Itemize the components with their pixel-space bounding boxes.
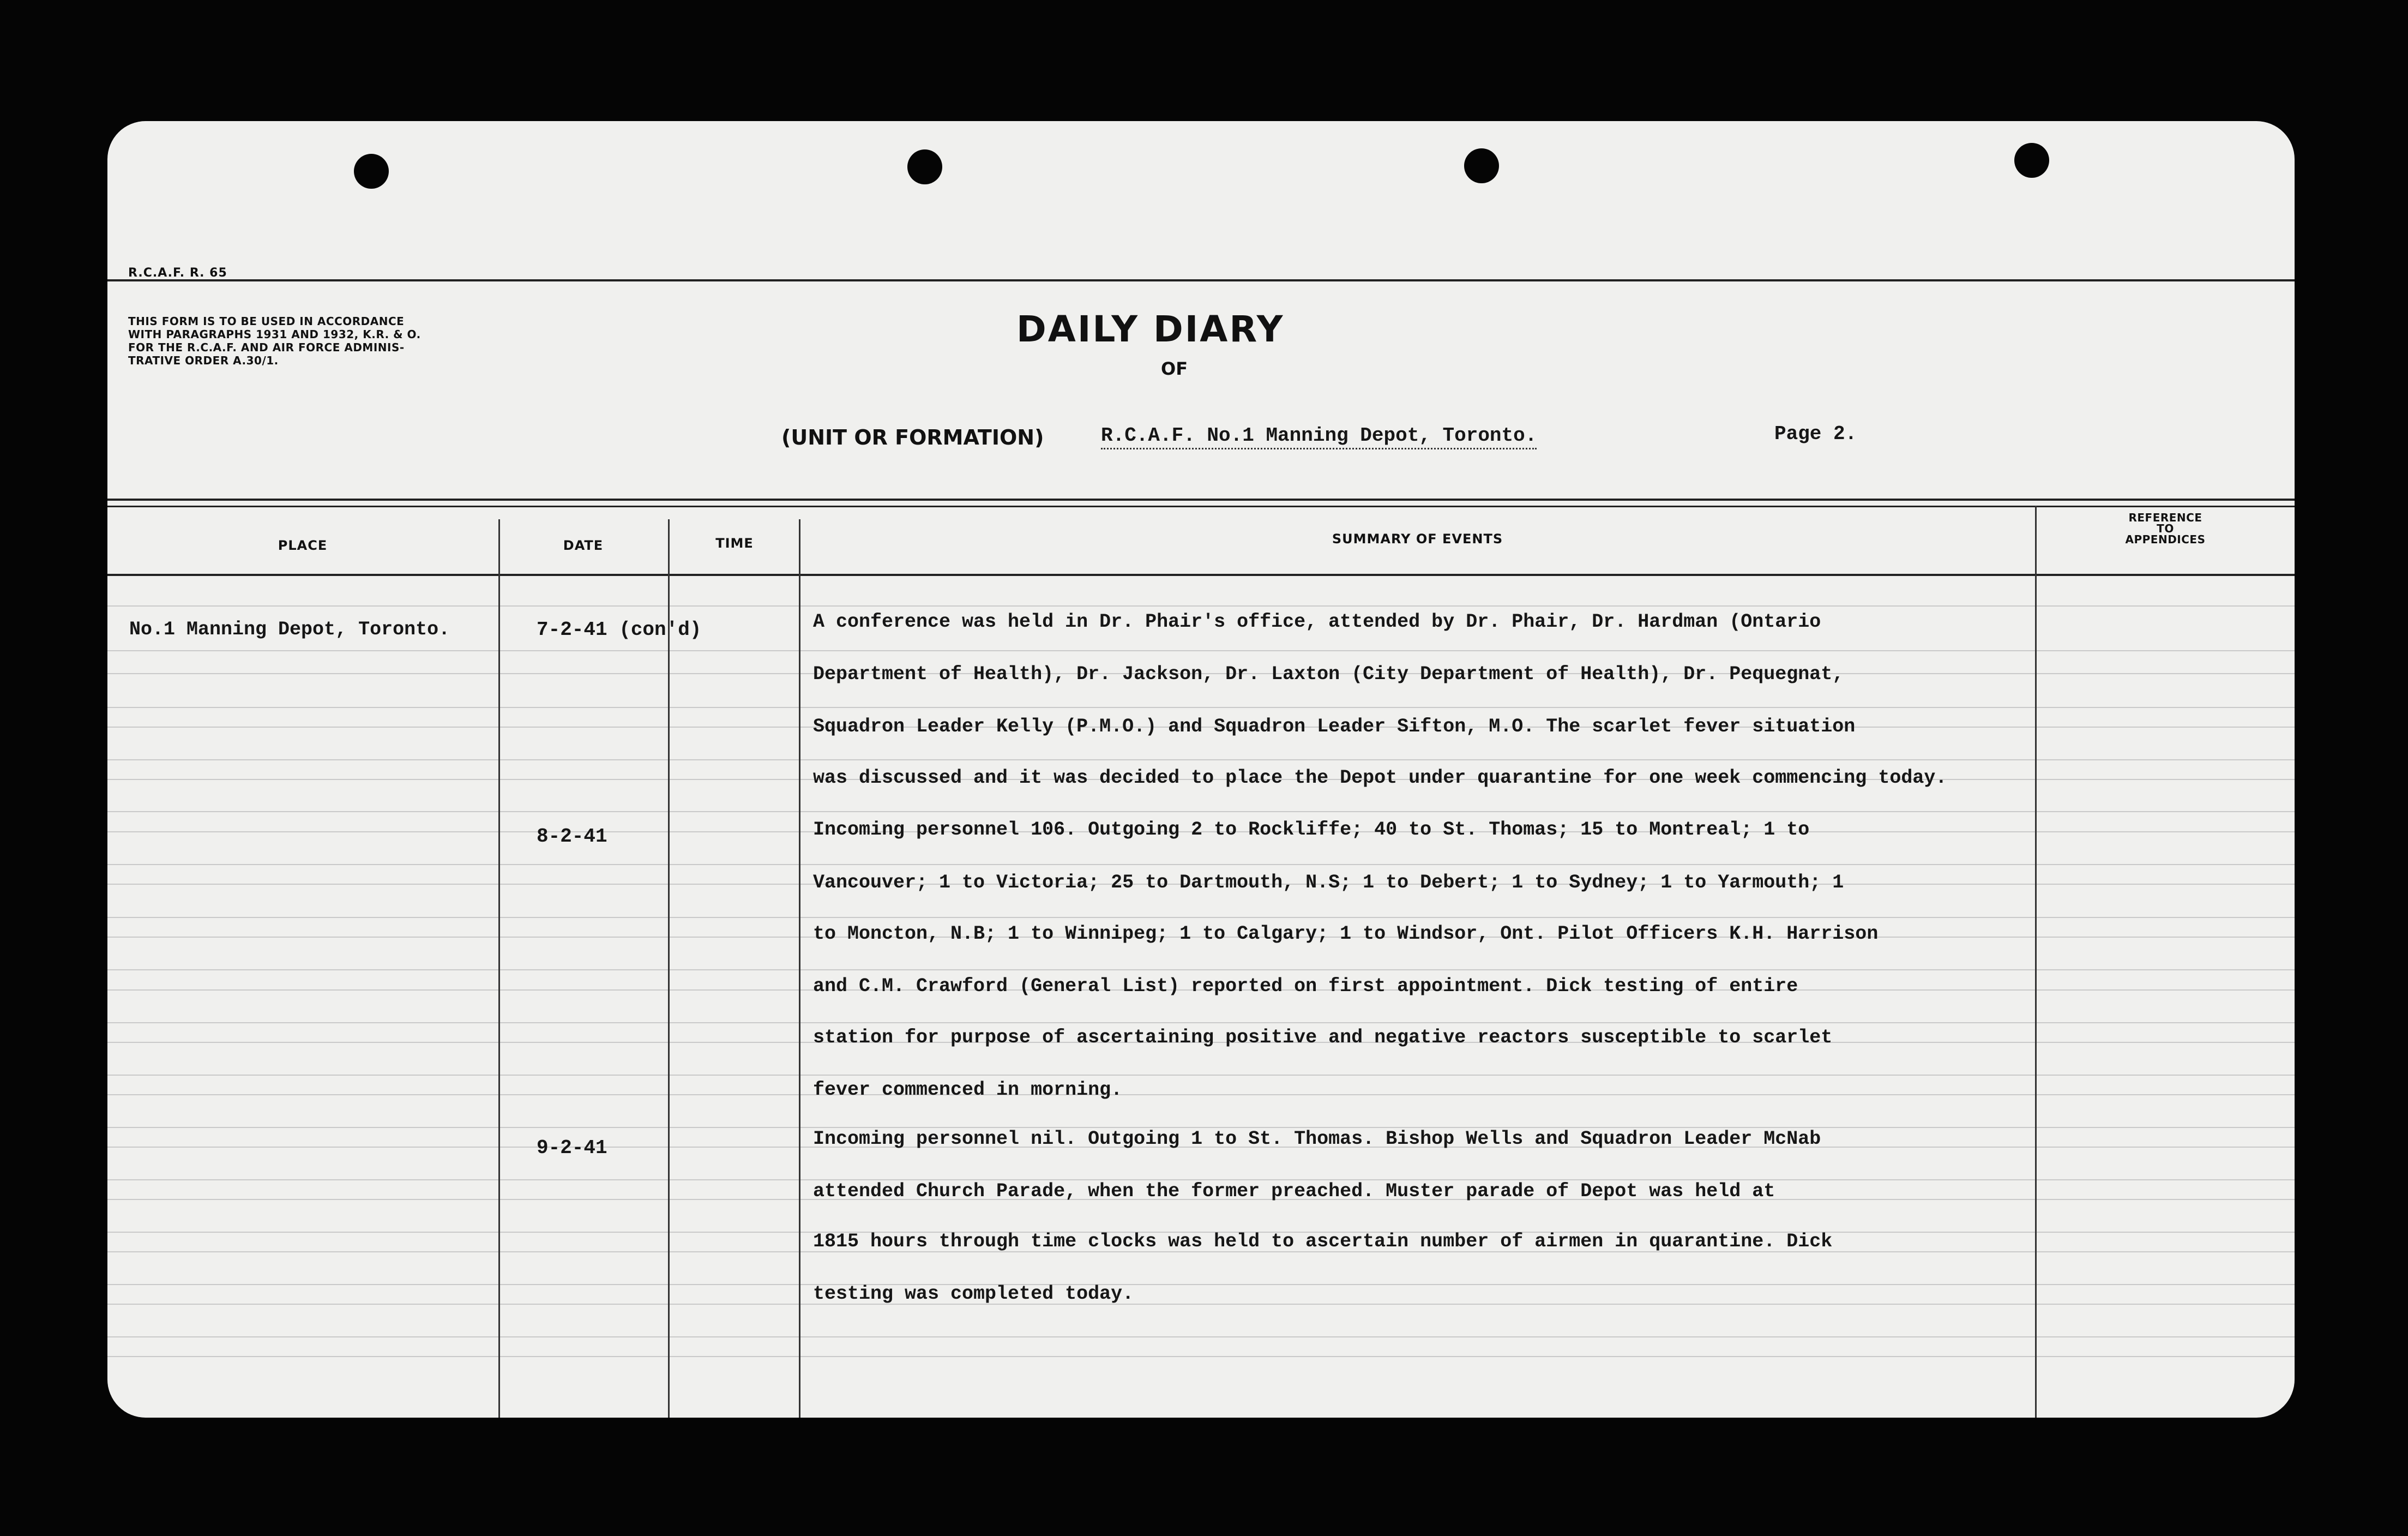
entry-line: fever commenced in morning. (813, 1079, 1123, 1101)
table-top-rule (107, 499, 2295, 501)
form-code: R.C.A.F. R. 65 (128, 266, 227, 280)
entry-line: and C.M. Crawford (General List) reported on first appointment. Dick testing of entire (813, 975, 1798, 997)
entry-line: station for purpose of ascertaining positive and negative reactors susceptible to scarlet (813, 1027, 1833, 1048)
column-divider (668, 519, 670, 1418)
entry-line: attended Church Parade, when the former preached. Muster parade of Depot was held at (813, 1180, 1775, 1202)
binder-hole (2014, 143, 2049, 178)
column-divider (498, 519, 500, 1418)
entry-line: 1815 hours through time clocks was held to ascertain number of airmen in quarantine. Dick (813, 1231, 1833, 1252)
entry-line: Department of Health), Dr. Jackson, Dr. Laxton (City Department of Health), Dr. Pequegnat, (813, 663, 1844, 685)
column-header-rule (107, 574, 2295, 576)
column-header-reference-line: REFERENCE (2128, 511, 2202, 524)
column-header-place: PLACE (278, 538, 328, 553)
entry-line: to Moncton, N.B; 1 to Winnipeg; 1 to Calgary; 1 to Windsor, Ont. Pilot Officers K.H. Harrison (813, 923, 1879, 945)
diary-title: DAILY DIARY (1016, 308, 1285, 350)
entry-line: Incoming personnel nil. Outgoing 1 to St. Thomas. Bishop Wells and Squadron Leader McNab (813, 1128, 1821, 1150)
entry-line: testing was completed today. (813, 1283, 1134, 1305)
form-notice-line: TRATIVE ORDER A.30/1. (128, 354, 279, 367)
form-notice-line: WITH PARAGRAPHS 1931 AND 1932, K.R. & O. (128, 328, 421, 341)
header-rule (107, 279, 2295, 281)
page-number: Page 2. (1774, 423, 1857, 445)
column-header-time: TIME (715, 536, 754, 551)
binder-hole (907, 149, 942, 184)
table-top-rule (107, 506, 2295, 507)
entry-place: No.1 Manning Depot, Toronto. (129, 619, 450, 640)
entry-line: Squadron Leader Kelly (P.M.O.) and Squadron Leader Sifton, M.O. The scarlet fever situation (813, 716, 1856, 737)
column-header-date: DATE (563, 538, 604, 553)
entry-line: A conference was held in Dr. Phair's office, attended by Dr. Phair, Dr. Hardman (Ontario (813, 611, 1821, 633)
column-header-reference-line: APPENDICES (2125, 533, 2206, 546)
column-divider (799, 519, 800, 1418)
entry-line: Vancouver; 1 to Victoria; 25 to Dartmouth, N.S; 1 to Debert; 1 to Sydney; 1 to Yarmouth; 1 (813, 872, 1844, 893)
column-header-reference (2036, 512, 2295, 545)
form-notice (128, 315, 421, 367)
column-divider (2035, 506, 2037, 1418)
diary-card (107, 121, 2295, 1418)
binder-hole (354, 154, 389, 189)
column-header-reference-line: TO (2157, 522, 2174, 535)
form-notice-line: FOR THE R.C.A.F. AND AIR FORCE ADMINIS- (128, 341, 405, 354)
diary-title-of: OF (1161, 358, 1188, 379)
entry-date: 8-2-41 (537, 825, 607, 848)
unit-value: R.C.A.F. No.1 Manning Depot, Toronto. (1101, 424, 1537, 449)
unit-label: (UNIT OR FORMATION) (781, 425, 1044, 449)
entry-line: was discussed and it was decided to place the Depot under quarantine for one week commencing today. (813, 767, 1947, 789)
column-header-summary: SUMMARY OF EVENTS (1332, 531, 1503, 547)
form-notice-line: THIS FORM IS TO BE USED IN ACCORDANCE (128, 315, 405, 328)
entry-line: Incoming personnel 106. Outgoing 2 to Rockliffe; 40 to St. Thomas; 15 to Montreal; 1 to (813, 819, 1810, 841)
entry-date: 9-2-41 (537, 1137, 607, 1159)
binder-hole (1464, 148, 1499, 183)
entry-date: 7-2-41 (con'd) (537, 619, 702, 641)
